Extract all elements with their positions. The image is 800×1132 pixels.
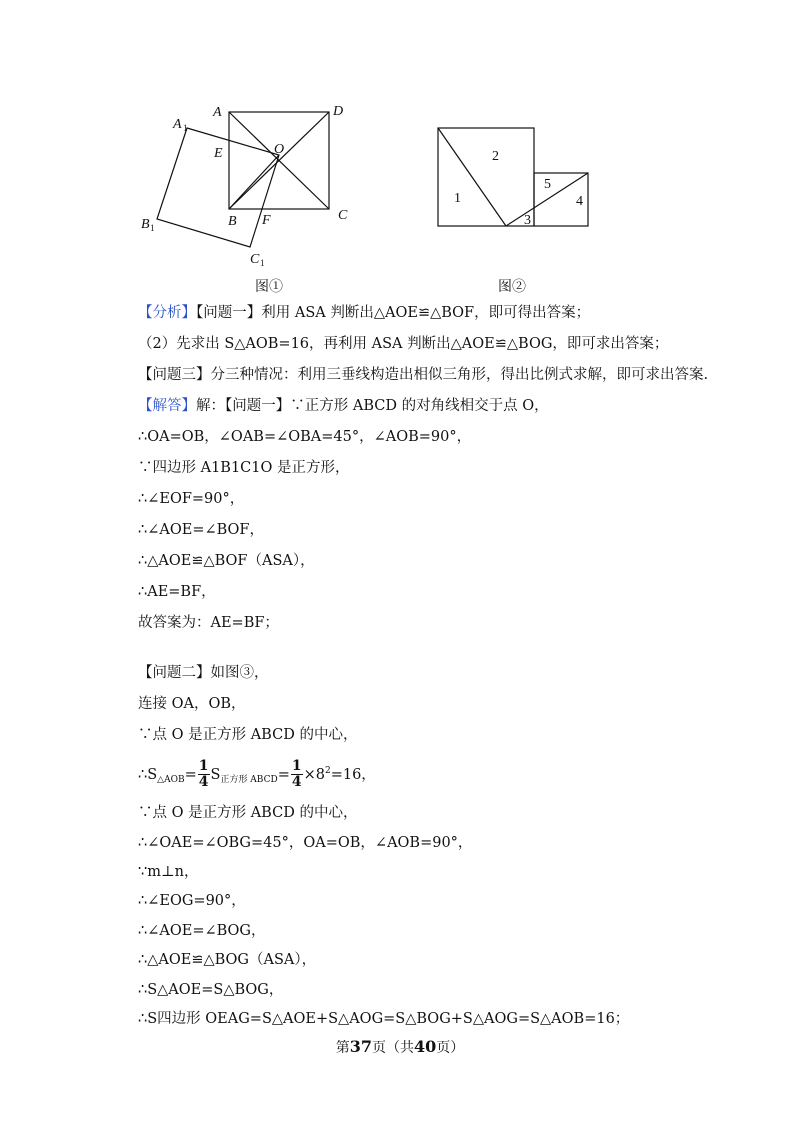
solution-text-1: 解：【问题一】∵正方形 ABCD 的对角线相交于点 O，	[196, 398, 549, 414]
analysis-line-3: 【问题三】分三种情况：利用三垂线构造出相似三角形，得出比例式求解，即可求出答案.	[138, 367, 709, 383]
region-3: 3	[524, 213, 531, 228]
s-subscript-square: 正方形 ABCD	[220, 774, 278, 785]
label-d: D	[333, 104, 344, 119]
label-a1-sub: 1	[183, 123, 188, 133]
label-c1: C	[250, 252, 260, 267]
region-2: 2	[492, 149, 499, 164]
analysis-line-2: （2）先求出 S△AOB=16，再利用 ASA 判断出△AOE≌△BOG，即可求出答案；	[138, 336, 669, 352]
figure-2	[430, 120, 595, 232]
s-subscript-aob: △AOB	[157, 774, 185, 785]
problem2-line-10: ∴△AOE≌△BOG（ASA），	[138, 952, 317, 968]
fraction-2-numerator: 1	[291, 758, 302, 775]
page-footer	[0, 1037, 800, 1057]
equals-1: =	[184, 766, 197, 783]
label-b1-sub: 1	[150, 223, 155, 233]
problem2-line-6: ∴∠OAE=∠OBG=45°，OA=OB，∠AOB=90°，	[138, 835, 473, 851]
analysis-tag: 【分析】	[138, 305, 196, 321]
problem2-line-4	[138, 755, 376, 796]
exponent-2: 2	[324, 766, 331, 776]
region-5: 5	[544, 177, 551, 192]
footer-mid: 页（共	[372, 1040, 414, 1056]
footer-post: 页）	[436, 1040, 465, 1056]
square-large	[438, 128, 534, 226]
fraction-1-denominator: 4	[198, 774, 209, 791]
s-symbol-2: S	[210, 766, 221, 783]
problem2-line-5: ∵点 O 是正方形 ABCD 的中心，	[138, 805, 358, 821]
solution-line-1	[138, 397, 549, 415]
solution-line-5: ∴∠AOE=∠BOF，	[138, 522, 264, 538]
figure-1	[135, 95, 365, 270]
label-b: B	[228, 214, 237, 229]
solution-line-3: ∵四边形 A1B1C1O 是正方形，	[138, 460, 350, 476]
fraction-2-denominator: 4	[291, 774, 302, 791]
problem2-line-11: ∴S△AOE=S△BOG，	[138, 982, 284, 998]
fraction-1-numerator: 1	[198, 758, 209, 775]
solution-line-4: ∴∠EOF=90°，	[138, 491, 245, 507]
problem2-line-9: ∴∠AOE=∠BOG，	[138, 923, 266, 939]
page-number: 37	[349, 1037, 372, 1056]
solution-line-7: ∴AE=BF，	[138, 584, 216, 600]
problem2-line-8: ∴∠EOG=90°，	[138, 893, 246, 909]
solution-line-8: 故答案为：AE=BF；	[138, 615, 279, 631]
fraction-1	[198, 759, 210, 790]
s-symbol: ∴S	[138, 766, 158, 783]
label-f: F	[262, 213, 271, 228]
label-a: A	[213, 105, 222, 120]
footer-pre: 第	[335, 1040, 350, 1056]
page-total: 40	[414, 1037, 437, 1056]
problem2-line-2: 连接 OA，OB，	[138, 696, 246, 712]
region-4: 4	[576, 194, 583, 209]
solution-line-6: ∴△AOE≌△BOF（ASA），	[138, 553, 315, 569]
label-e: E	[214, 146, 223, 161]
problem2-line-7: ∵m⊥n，	[138, 864, 199, 880]
analysis-text-1: 【问题一】利用 ASA 判断出△AOE≌△BOF，即可得出答案；	[196, 305, 591, 321]
region-1: 1	[454, 191, 461, 206]
line-oc	[229, 155, 279, 209]
equals-2: =	[277, 766, 290, 783]
label-o: O	[274, 142, 285, 157]
problem2-line-3: ∵点 O 是正方形 ABCD 的中心，	[138, 727, 358, 743]
analysis-line-1	[138, 304, 590, 322]
problem2-line-12: ∴S四边形 OEAG=S△AOE+S△AOG=S△BOG+S△AOG=S△AOB=16；	[138, 1011, 630, 1027]
solution-line-2: ∴OA=OB，∠OAB=∠OBA=45°，∠AOB=90°，	[138, 429, 472, 445]
times-eight: ×8	[303, 766, 325, 783]
label-a1: A	[173, 117, 182, 132]
label-b1: B	[141, 217, 150, 232]
result-16: =16，	[330, 766, 376, 783]
problem2-line-1: 【问题二】如图③，	[138, 665, 269, 681]
figure-1-caption: 图①	[255, 279, 283, 295]
figure-2-caption: 图②	[498, 279, 526, 295]
label-c: C	[338, 208, 348, 223]
segment-top-to-bottom	[438, 128, 506, 226]
fraction-2	[291, 759, 303, 790]
label-c1-sub: 1	[260, 258, 265, 268]
solution-tag: 【解答】	[138, 398, 196, 414]
